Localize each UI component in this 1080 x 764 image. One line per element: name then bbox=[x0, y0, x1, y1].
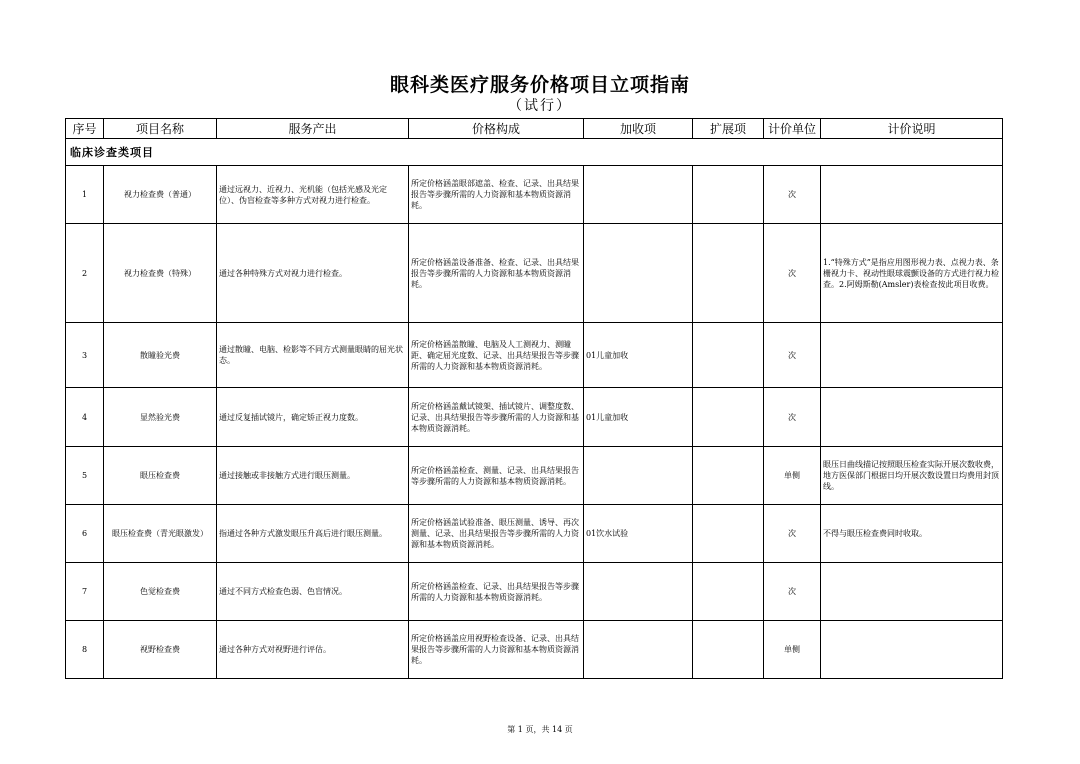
cell-name: 视力检查费（特殊） bbox=[104, 224, 217, 323]
cell-note bbox=[821, 166, 1003, 224]
cell-note bbox=[821, 323, 1003, 388]
cell-output: 通过不同方式检查色弱、色盲情况。 bbox=[217, 563, 409, 621]
cell-ext bbox=[693, 563, 764, 621]
cell-ext bbox=[693, 323, 764, 388]
cell-ext bbox=[693, 447, 764, 505]
pricing-table bbox=[65, 118, 1003, 679]
cell-no: 1 bbox=[66, 166, 104, 224]
cell-unit: 单侧 bbox=[764, 621, 821, 679]
cell-note bbox=[821, 388, 1003, 447]
table-row bbox=[66, 323, 1003, 388]
cell-ext bbox=[693, 224, 764, 323]
cell-output: 通过各种特殊方式对视力进行检查。 bbox=[217, 224, 409, 323]
cell-unit: 次 bbox=[764, 388, 821, 447]
cell-no: 7 bbox=[66, 563, 104, 621]
cell-output: 通过各种方式对视野进行评估。 bbox=[217, 621, 409, 679]
header-note: 计价说明 bbox=[821, 119, 1003, 139]
cell-price: 所定价格涵盖眼部遮盖、检查、记录、出具结果报告等步骤所需的人力资源和基本物质资源消耗。 bbox=[409, 166, 584, 224]
cell-addon: 01儿童加收 bbox=[584, 388, 693, 447]
document-title: 眼科类医疗服务价格项目立项指南 bbox=[389, 74, 690, 96]
cell-name: 显然验光费 bbox=[104, 388, 217, 447]
cell-price: 所定价格涵盖检查、记录、出具结果报告等步骤所需的人力资源和基本物质资源消耗。 bbox=[409, 563, 584, 621]
cell-note: 不得与眼压检查费同时收取。 bbox=[821, 505, 1003, 563]
cell-name: 眼压检查费 bbox=[104, 447, 217, 505]
cell-price: 所定价格涵盖散瞳、电脑及人工测视力、测瞳距、确定屈光度数、记录、出具结果报告等步骤所需的人力资源和基本物质资源消耗。 bbox=[409, 323, 584, 388]
table-row bbox=[66, 388, 1003, 447]
section-row bbox=[66, 139, 1003, 166]
cell-unit: 次 bbox=[764, 563, 821, 621]
cell-addon: 01儿童加收 bbox=[584, 323, 693, 388]
header-name: 项目名称 bbox=[104, 119, 217, 139]
cell-addon bbox=[584, 447, 693, 505]
cell-output: 通过接触或非接触方式进行眼压测量。 bbox=[217, 447, 409, 505]
cell-unit: 次 bbox=[764, 224, 821, 323]
header-unit: 计价单位 bbox=[764, 119, 821, 139]
page-footer: 第 1 页，共 14 页 bbox=[507, 725, 573, 734]
cell-unit: 单侧 bbox=[764, 447, 821, 505]
section-title: 临床诊查类项目 bbox=[66, 139, 1003, 166]
cell-output: 通过远视力、近视力、光机能（包括光感及光定位）、伪盲检查等多种方式对视力进行检查。 bbox=[217, 166, 409, 224]
cell-output: 通过反复插试镜片，确定矫正视力度数。 bbox=[217, 388, 409, 447]
cell-name: 眼压检查费（青光眼激发） bbox=[104, 505, 217, 563]
header-output: 服务产出 bbox=[217, 119, 409, 139]
cell-price: 所定价格涵盖设备准备、检查、记录、出具结果报告等步骤所需的人力资源和基本物质资源消耗。 bbox=[409, 224, 584, 323]
table-row bbox=[66, 505, 1003, 563]
table-header-row bbox=[66, 119, 1003, 139]
cell-price: 所定价格涵盖应用视野检查设备、记录、出具结果报告等步骤所需的人力资源和基本物质资源消耗。 bbox=[409, 621, 584, 679]
cell-name: 色觉检查费 bbox=[104, 563, 217, 621]
cell-no: 4 bbox=[66, 388, 104, 447]
cell-name: 视力检查费（普通） bbox=[104, 166, 217, 224]
cell-no: 3 bbox=[66, 323, 104, 388]
cell-ext bbox=[693, 166, 764, 224]
table-row bbox=[66, 621, 1003, 679]
header-addon: 加收项 bbox=[584, 119, 693, 139]
header-price: 价格构成 bbox=[409, 119, 584, 139]
cell-ext bbox=[693, 505, 764, 563]
cell-note: 1.“特殊方式”是指应用图形视力表、点视力表、条栅视力卡、视动性眼球震颤设备的方式进行视力检查。2.阿姆斯勒(Amsler)表检查按此项目收费。 bbox=[821, 224, 1003, 323]
cell-addon bbox=[584, 166, 693, 224]
cell-no: 2 bbox=[66, 224, 104, 323]
cell-name: 散瞳验光费 bbox=[104, 323, 217, 388]
header-no: 序号 bbox=[66, 119, 104, 139]
cell-unit: 次 bbox=[764, 323, 821, 388]
cell-ext bbox=[693, 388, 764, 447]
cell-price: 所定价格涵盖检查、测量、记录、出具结果报告等步骤所需的人力资源和基本物质资源消耗。 bbox=[409, 447, 584, 505]
table-row bbox=[66, 563, 1003, 621]
document-subtitle: （试行） bbox=[508, 98, 572, 114]
table-row bbox=[66, 447, 1003, 505]
table-row bbox=[66, 166, 1003, 224]
cell-output: 指通过各种方式激发眼压升高后进行眼压测量。 bbox=[217, 505, 409, 563]
cell-name: 视野检查费 bbox=[104, 621, 217, 679]
cell-addon bbox=[584, 621, 693, 679]
cell-addon bbox=[584, 224, 693, 323]
cell-unit: 次 bbox=[764, 166, 821, 224]
cell-note bbox=[821, 621, 1003, 679]
cell-unit: 次 bbox=[764, 505, 821, 563]
table-row bbox=[66, 224, 1003, 323]
cell-ext bbox=[693, 621, 764, 679]
cell-note bbox=[821, 563, 1003, 621]
cell-price: 所定价格涵盖戴试镜架、插试镜片、调整度数、记录、出具结果报告等步骤所需的人力资源和基本物质资源消耗。 bbox=[409, 388, 584, 447]
cell-note: 眼压日曲线描记按照眼压检查实际开展次数收费，地方医保部门根据日均开展次数设置日均费用封顶线。 bbox=[821, 447, 1003, 505]
cell-no: 6 bbox=[66, 505, 104, 563]
cell-output: 通过散瞳、电脑、检影等不同方式测量眼睛的屈光状态。 bbox=[217, 323, 409, 388]
cell-price: 所定价格涵盖试验准备、眼压测量、诱导、再次测量、记录、出具结果报告等步骤所需的人力资源和基本物质资源消耗。 bbox=[409, 505, 584, 563]
cell-no: 5 bbox=[66, 447, 104, 505]
header-ext: 扩展项 bbox=[693, 119, 764, 139]
cell-no: 8 bbox=[66, 621, 104, 679]
cell-addon: 01饮水试验 bbox=[584, 505, 693, 563]
cell-addon bbox=[584, 563, 693, 621]
